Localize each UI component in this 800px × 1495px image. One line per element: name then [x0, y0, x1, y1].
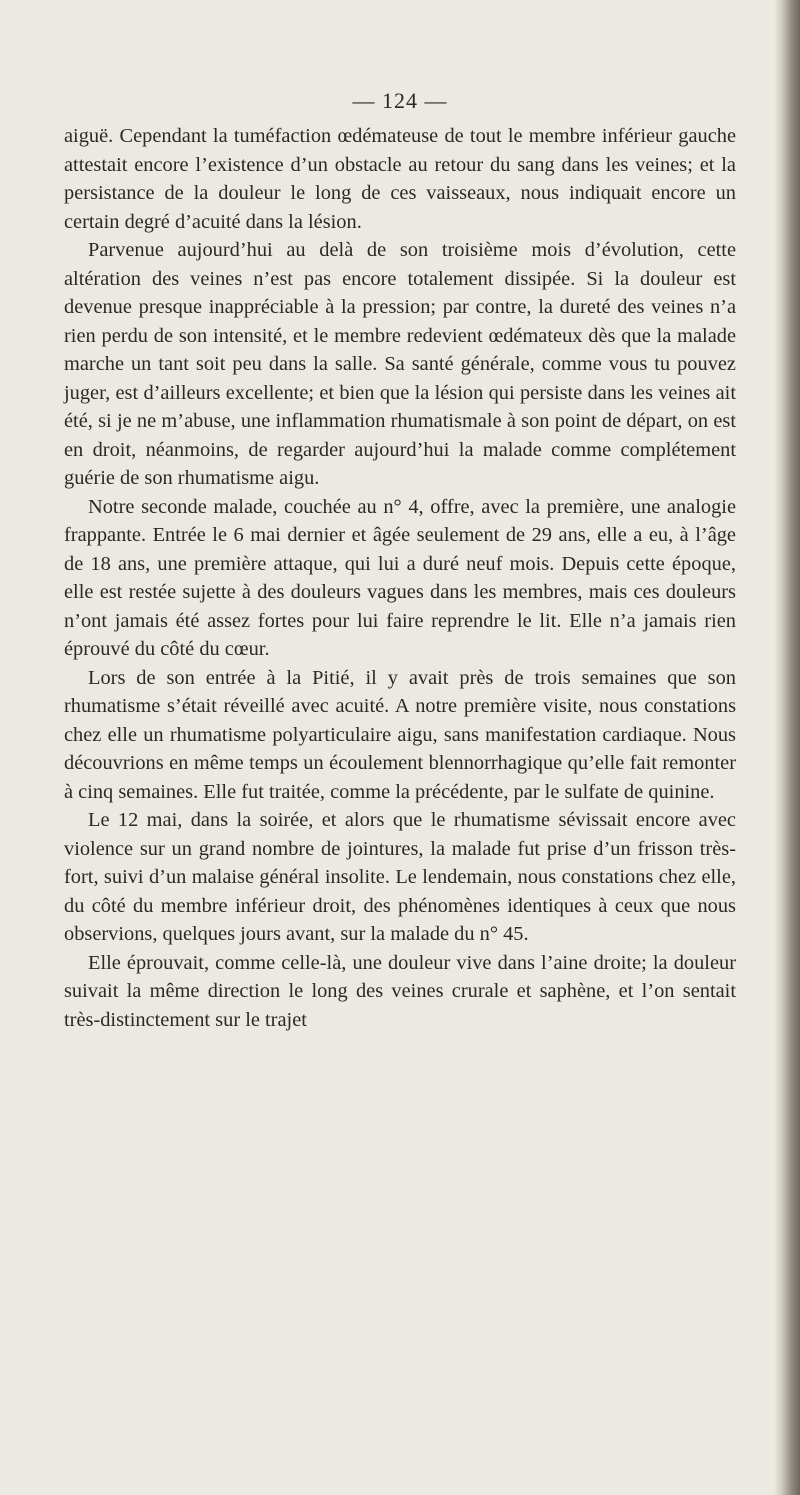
- page-number: — 124 —: [352, 88, 448, 113]
- paragraph-6: Elle éprouvait, comme celle-là, une douleur vive dans l’aine droite; la douleur suivait la même direction le long des veines crurale et saphène, et l’on sentait très-distinctement sur le trajet: [64, 951, 736, 1031]
- paragraph-3: Notre seconde malade, couchée au n° 4, offre, avec la première, une analogie frappante. Entrée le 6 mai dernier et âgée seulement de 29 ans, elle a eu, à l’âge de 18 ans, une première attaque, qui lui a duré neuf mois. Depuis cette époque, elle est restée sujette à des douleurs vagues dans les membres, mais ces douleurs n’ont jamais été assez fortes pour lui faire reprendre le lit. Elle n’a jamais rien éprouvé du côté du cœur.: [64, 495, 736, 660]
- page-edge-shadow: [774, 0, 800, 1495]
- paragraph-5: Le 12 mai, dans la soirée, et alors que le rhumatisme sévissait encore avec violence sur un grand nombre de jointures, la malade fut prise d’un frisson très-fort, suivi d’un malaise général insolite. Le lendemain, nous constations chez elle, du côté du membre inférieur droit, des phénomènes identiques à ceux que nous observions, quelques jours avant, sur la malade du n° 45.: [64, 809, 736, 945]
- book-page: [64, 88, 736, 1034]
- paragraph-1: aiguë. Cependant la tuméfaction œdémateuse de tout le membre inférieur gauche attestait encore l’existence d’un obstacle au retour du sang dans les veines; et la persistance de la douleur le long de ces vaisseaux, nous indiquait encore un certain degré d’acuité dans la lésion.: [64, 125, 736, 233]
- paragraph-2: Parvenue aujourd’hui au delà de son troisième mois d’évolution, cette altération des veines n’est pas encore totalement dissipée. Si la douleur est devenue presque inappréciable à la pression; par contre, la dureté des veines n’a rien perdu de son intensité, et le membre redevient œdémateux dès que la malade marche un tant soit peu dans la salle. Sa santé générale, comme vous tu pouvez juger, est d’ailleurs excellente; et bien que la lésion qui persiste dans les veines ait été, si je ne m’abuse, une inflammation rhumatismale à son point de départ, on est en droit, néanmoins, de regarder aujourd’hui la malade comme complétement guérie de son rhumatisme aigu.: [64, 239, 736, 489]
- paragraph-4: Lors de son entrée à la Pitié, il y avait près de trois semaines que son rhumatisme s’était réveillé avec acuité. A notre première visite, nous constations chez elle un rhumatisme polyarticulaire aigu, sans manifestation cardiaque. Nous découvrions en même temps un écoulement blennorrhagique qu’elle fait remonter à cinq semaines. Elle fut traitée, comme la précédente, par le sulfate de quinine.: [64, 666, 736, 803]
